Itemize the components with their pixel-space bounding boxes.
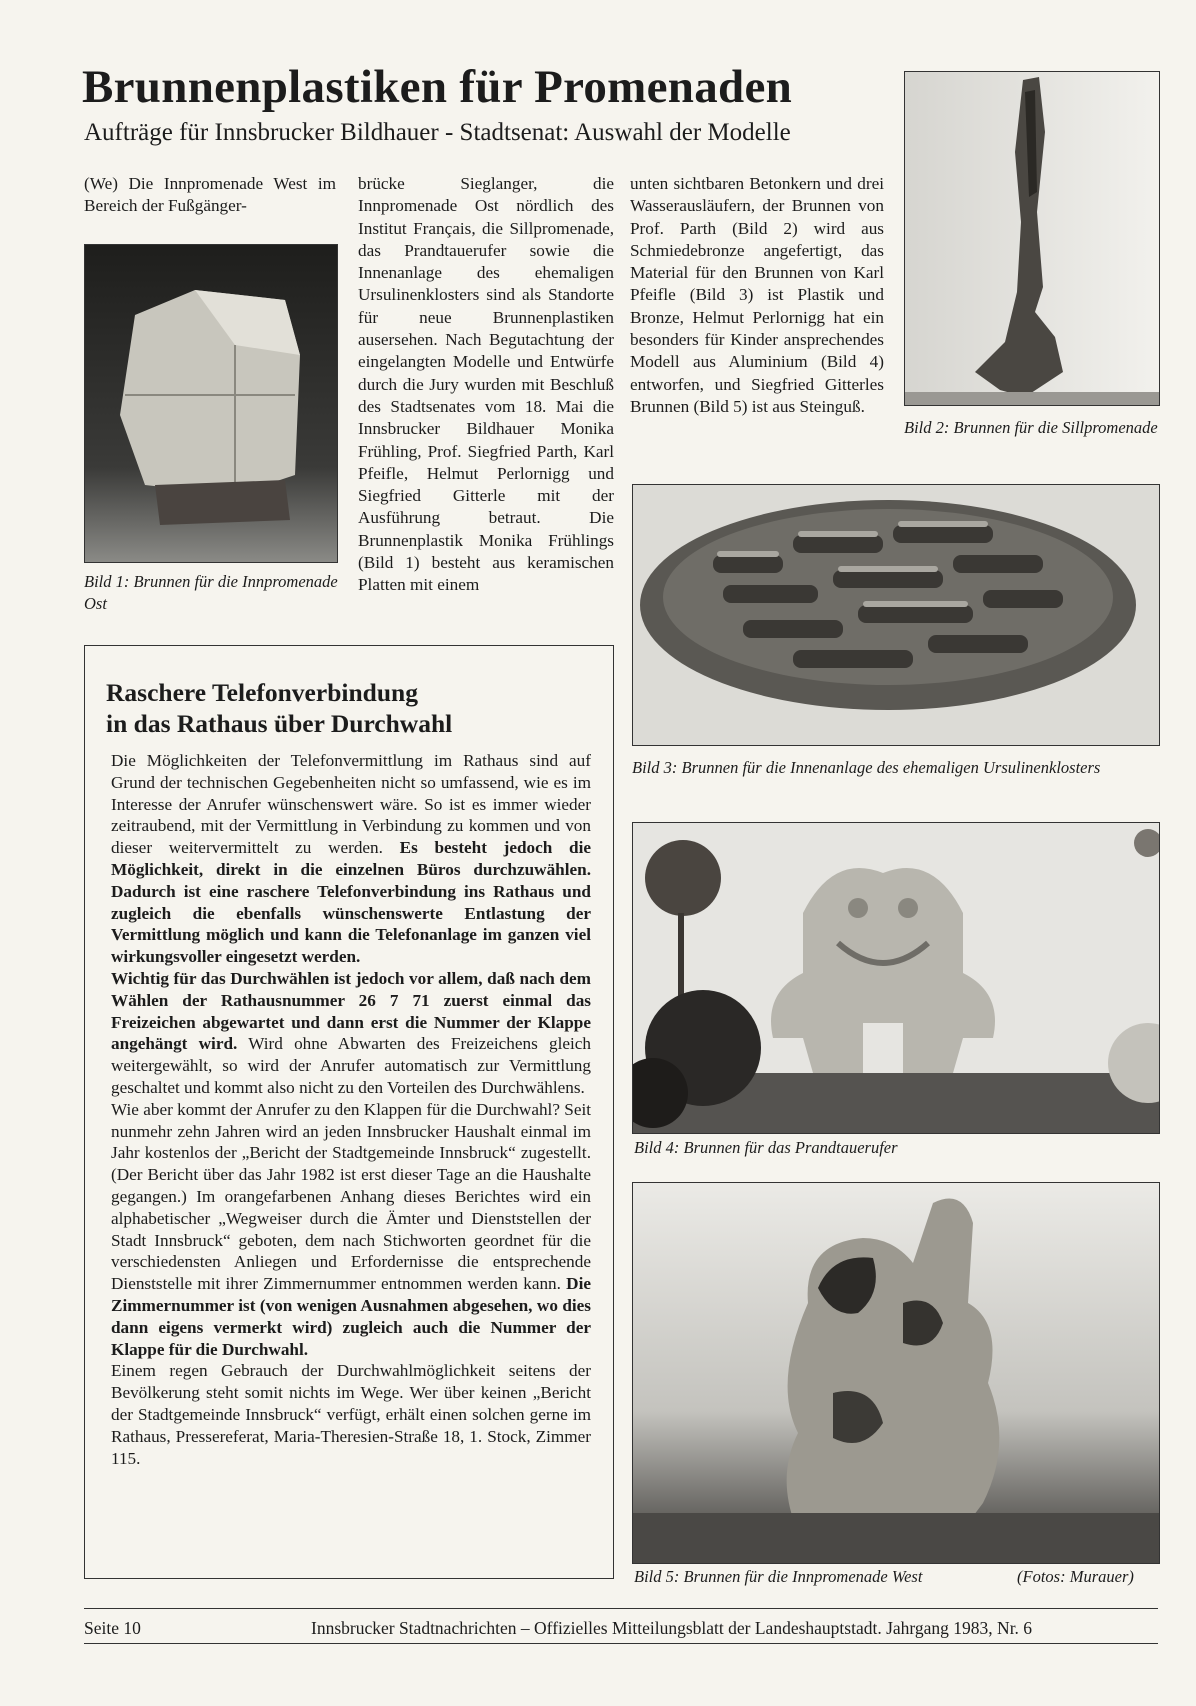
footer-rule-bottom — [84, 1643, 1158, 1644]
article-col3 — [630, 173, 884, 418]
article-col2-text: brücke Sieglanger, die Innpromenade Ost nördlich des Institut Français, die Sillpromenade, das Prandtauerufer sowie die Innenanlage des ehemaligen Ursulinenklosters sind als Standorte für neue Brunnenplastiken ausersehen. Nach Begutachtung der eingelangten Modelle und Entwürfe durch die Jury wurden mit Beschluß des Stadtsenates vom 18. Mai die Innsbrucker Bildhauer Monika Frühling, Prof. Siegfried Parth, Karl Pfeifle, Helmut Perlornigg und Siegfried Gitterle mit der Ausführung betraut. Die Brunnenplastik Monika Frühlings (Bild 1) besteht aus keramischen Platten mit einem — [358, 174, 614, 595]
headline: Brunnenplastiken für Promenaden — [82, 61, 793, 113]
article-col3-text: unten sichtbaren Betonkern und drei Wasserausläufern, der Brunnen von Prof. Parth (Bild 2) wird aus Schmiedebronze angefertigt, das Material für den Brunnen von Karl Pfeifle (Bild 3) ist Plastik und Bronze, Helmut Perlornigg hat ein besonders für Kinder ansprechendes Modell aus Aluminium (Bild 4) entworfen, und Siegfried Gitterles Brunnen (Bild 5) ist aus Steinguß. — [630, 174, 884, 416]
article-col2 — [358, 173, 614, 597]
telefon-p3-bold: Die Zimmernummer ist (von wenigen Ausnahmen abgesehen, wo dies dann eigens vermerkt wird) zugleich auch die Nummer der Klappe für die Durchwahl. — [111, 1274, 591, 1359]
photo-bild2 — [904, 71, 1160, 406]
telefon-article-body — [111, 750, 591, 1469]
photo-credit: (Fotos: Murauer) — [1017, 1567, 1134, 1586]
photo-bild1 — [84, 244, 338, 563]
telefon-paragraph-3 — [111, 1099, 591, 1361]
article-col1-text: (We) Die Innpromenade West im Bereich der Fußgänger- — [84, 174, 336, 216]
footer-rule-top — [84, 1608, 1158, 1609]
telefon-article-title — [106, 677, 452, 739]
photo-bild5 — [632, 1182, 1160, 1564]
telefon-p1-text: Die Möglichkeiten der Telefonvermittlung im Rathaus sind auf Grund der technischen Gegebenheiten nicht so umfassend, wie es im Interesse der Anrufer wünschenswert wäre. So ist es immer wieder zeitraubend, mit der Vermittlung in Verbindung zu kommen und von dieser weitervermittelt zu werden. — [111, 751, 591, 858]
telefon-title-line2: in das Rathaus über Durchwahl — [106, 709, 453, 738]
telefon-p1-bold: Es besteht jedoch die Möglichkeit, direkt in die einzelnen Büros durchzuwählen. Dadurch ist eine raschere Telefonverbindung ins Rathaus und zugleich die ebenfalls wünschenswerte Entlastung der Vermittlung möglich und kann die Telefonanlage im ganzen viel wirkungsvoller eingesetzt werden. — [111, 838, 591, 967]
telefon-article-box — [84, 645, 614, 1579]
telefon-p2-bold: Wichtig für das Durchwählen ist jedoch vor allem, daß nach dem Wählen der Rathausnummer 26 7 71 zuerst einmal das Freizeichen abgewartet und dann erst die Nummer der Klappe angehängt wird. — [111, 968, 591, 1054]
photo-bild3 — [632, 484, 1160, 746]
telefon-p3-text: Wie aber kommt der Anrufer zu den Klappen für die Durchwahl? Seit nunmehr zehn Jahren wird an jeden Innsbrucker Haushalt einmal im Jahr kostenlos der „Bericht der Stadtgemeinde Innsbruck“ zugestellt. (Der Bericht über das Jahr 1982 ist erst dieser Tage an die Haushalte gegangen.) Im orangefarbenen Anhang dieses Berichtes wird ein alphabetischer „Wegweiser durch die Ämter und Dienststellen der Stadt Innsbruck“ geboten, dem nach Stichworten geordnet für die verschiedensten Anliegen und Erfordernisse die entsprechende Dienststelle mit ihrer Zimmernummer entnommen werden kann. — [111, 1099, 591, 1294]
subheadline: Aufträge für Innsbrucker Bildhauer - Stadtsenat: Auswahl der Modelle — [84, 119, 791, 146]
caption-bild2: Bild 2: Brunnen für die Sillpromenade — [904, 418, 1158, 437]
caption-bild5: Bild 5: Brunnen für die Innpromenade West — [634, 1567, 923, 1586]
telefon-paragraph-4: Einem regen Gebrauch der Durchwahlmöglichkeit seitens der Bevölkerung steht somit nichts im Wege. Wer über keinen „Bericht der Stadtgemeinde Innsbruck“ verfügt, erhält einen solchen gerne im Rathaus, Pressereferat, Maria-Theresien-Straße 18, 1. Stock, Zimmer 115. — [111, 1361, 591, 1468]
photo-bild4 — [632, 822, 1160, 1134]
caption-bild4: Bild 4: Brunnen für das Prandtauerufer — [634, 1138, 898, 1157]
caption-bild3: Bild 3: Brunnen für die Innenanlage des ehemaligen Ursulinenklosters — [632, 758, 1101, 777]
footer-publication: Innsbrucker Stadtnachrichten – Offizielles Mitteilungsblatt der Landeshauptstadt. Jahrgang 1983, Nr. 6 — [311, 1618, 1033, 1638]
telefon-paragraph-1 — [111, 750, 591, 968]
footer-page-number: Seite 10 — [84, 1618, 141, 1638]
telefon-paragraph-2 — [111, 968, 591, 1099]
caption-bild1: Bild 1: Brunnen für die Innpromenade Ost — [84, 572, 338, 613]
telefon-p2-text: Wird ohne Abwarten des Freizeichens gleich weitergewählt, so wird der Anrufer automatisch zur Vermittlung geschaltet und kommt also nicht zu den Vorteilen des Durchwählens. — [111, 1034, 591, 1097]
telefon-title-line1: Raschere Telefonverbindung — [106, 678, 418, 707]
article-col1 — [84, 173, 336, 218]
